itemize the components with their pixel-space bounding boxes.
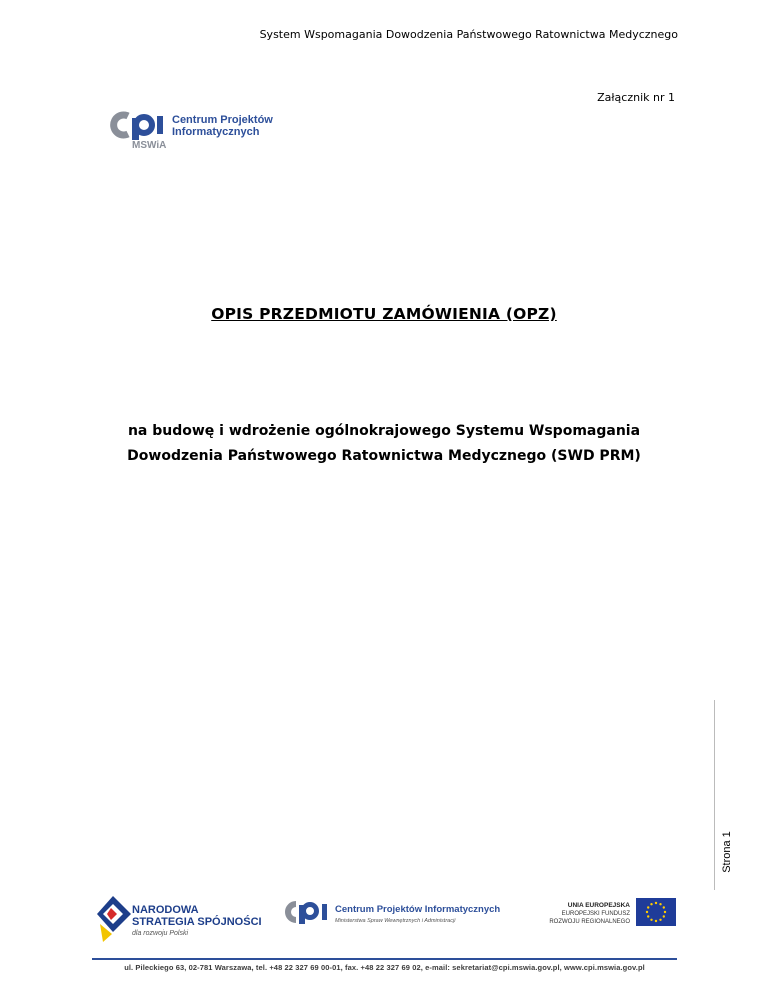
nss-line-1: NARODOWA bbox=[132, 904, 199, 916]
eu-flag bbox=[636, 898, 676, 930]
cpi-footer-mark bbox=[282, 898, 502, 928]
nss-text bbox=[132, 904, 262, 940]
cpi-footer-name: Centrum Projektów Informatycznych bbox=[335, 904, 501, 915]
nss-line-3: dla rozwoju Polski bbox=[132, 930, 189, 937]
document-subtitle bbox=[0, 419, 768, 469]
cpi-logo bbox=[110, 108, 290, 152]
footer-rule bbox=[92, 958, 677, 960]
cpi-logo-ministry: MSWiA bbox=[132, 140, 167, 151]
footer-logos bbox=[0, 890, 768, 950]
subtitle-line-2: Dowodzenia Państwowego Ratownictwa Medycznego (SWD PRM) bbox=[127, 448, 641, 464]
cpi-logo-line1: Centrum Projektów bbox=[172, 114, 273, 126]
nss-emblem-icon bbox=[97, 894, 131, 944]
footer-address: ul. Pileckiego 63, 02-781 Warszawa, tel. +48 22 327 69 00-01, fax. +48 22 327 69 02, e-mail: sekretariat@cpi.mswia.gov.pl, www.cpi.mswia.gov.pl bbox=[124, 963, 645, 972]
page-number bbox=[716, 822, 738, 882]
eu-line-1: UNIA EUROPEJSKA bbox=[567, 902, 630, 909]
nss-line-2: STRATEGIA SPÓJNOŚCI bbox=[132, 916, 262, 928]
eu-line-3: ROZWOJU REGIONALNEGO bbox=[549, 919, 630, 925]
cpi-logo-mark bbox=[110, 108, 290, 152]
eu-line-2: EUROPEJSKI FUNDUSZ bbox=[561, 911, 630, 917]
eu-flag-icon bbox=[636, 898, 676, 926]
page-number-label: Strona 1 bbox=[721, 831, 733, 873]
margin-rule bbox=[714, 700, 715, 890]
cpi-footer-ministry: Ministerstwa Spraw Wewnętrznych i Administracji bbox=[335, 918, 456, 924]
eu-fund-text bbox=[548, 902, 630, 926]
annex-label: Załącznik nr 1 bbox=[597, 91, 675, 104]
nss-logo bbox=[97, 894, 131, 948]
cpi-logo-line2: Informatycznych bbox=[172, 126, 260, 138]
subtitle-line-1: na budowę i wdrożenie ogólnokrajowego Systemu Wspomagania bbox=[127, 423, 641, 439]
cpi-footer-logo bbox=[282, 898, 502, 932]
document-title: OPIS PRZEDMIOTU ZAMÓWIENIA (OPZ) bbox=[211, 305, 557, 323]
running-header: System Wspomagania Dowodzenia Państwowego Ratownictwa Medycznego bbox=[259, 28, 678, 41]
